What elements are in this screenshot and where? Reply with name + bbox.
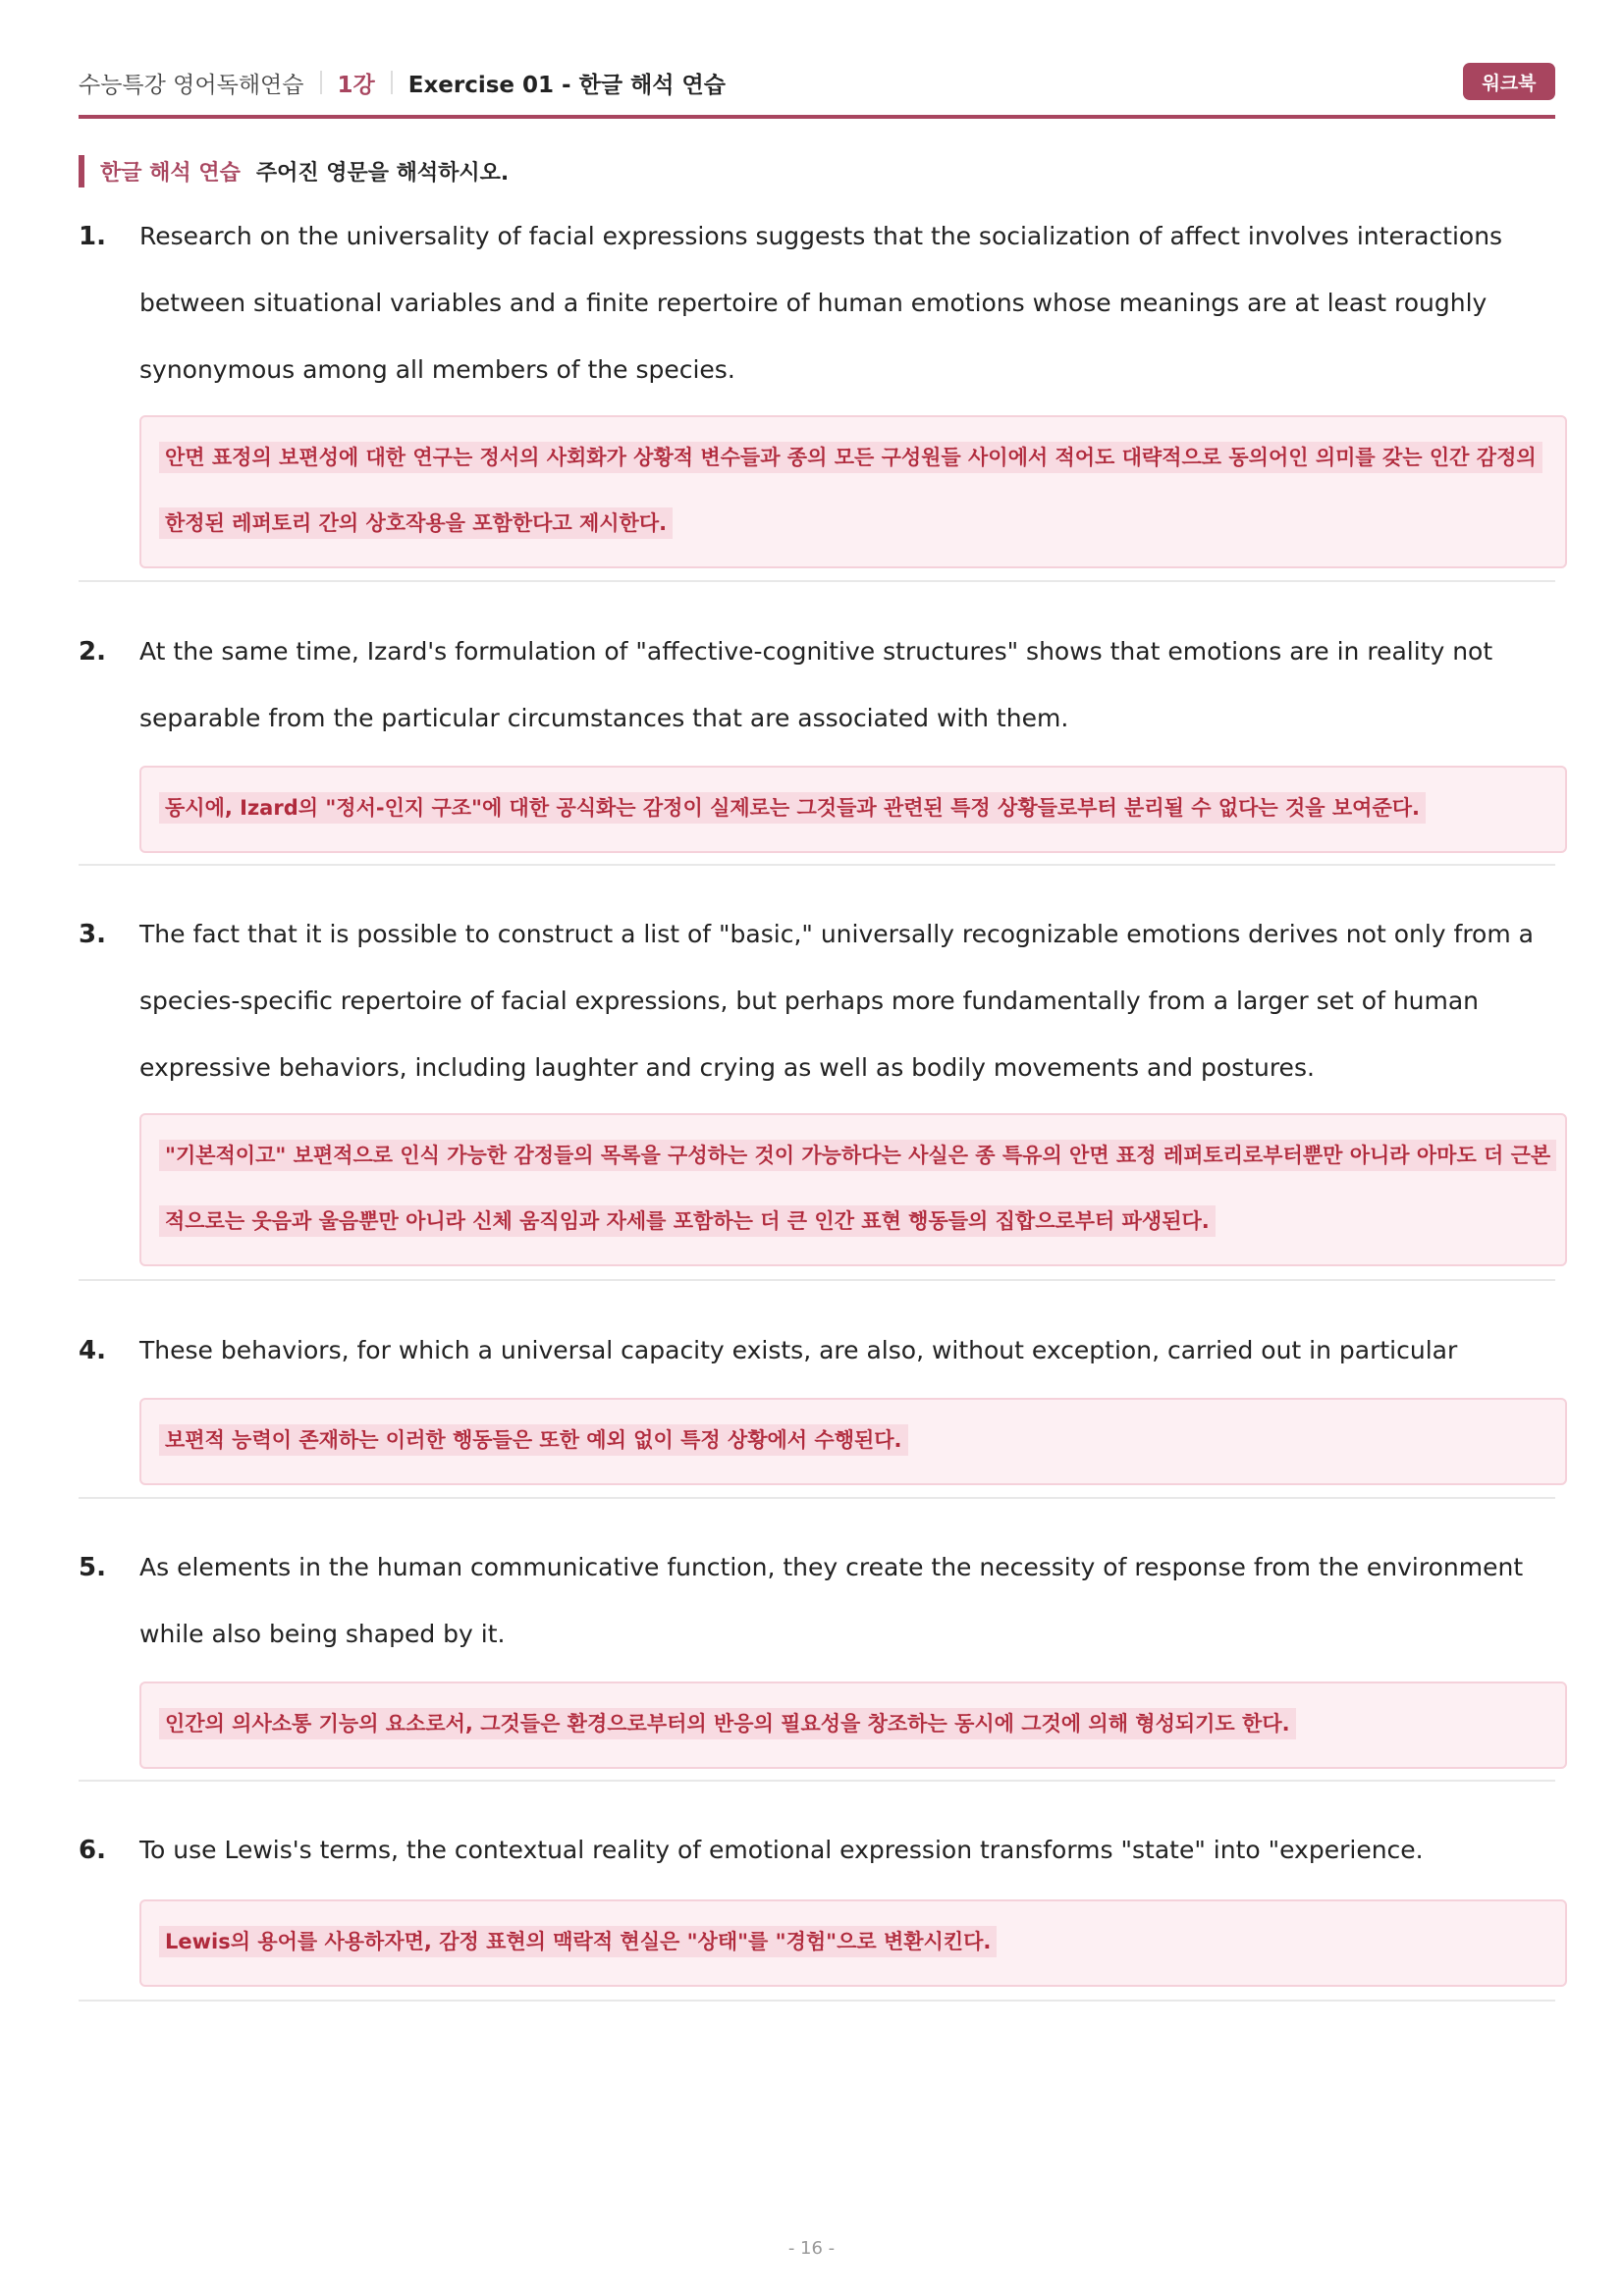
header-separator <box>391 71 393 94</box>
header-separator <box>320 71 322 94</box>
exercise-item-6 <box>79 1817 1555 1984</box>
section-heading <box>79 155 509 187</box>
english-sentence: To use Lewis's terms, the contextual reality of emotional expression transforms "state" into "experience. <box>139 1836 1424 1864</box>
english-sentence: These behaviors, for which a universal capacity exists, are also, without exception, carried out in particular <box>139 1336 1458 1364</box>
page-number: - 16 - <box>787 2238 836 2259</box>
korean-translation-box <box>139 1899 1567 1987</box>
exercise-item-1 <box>79 203 1555 557</box>
item-number: 6. <box>79 1836 106 1865</box>
english-sentence: Research on the universality of facial expressions suggests that the socialization of affect involves interactions between situational variables and a finite repertoire of human emotions whose meanings are at least roughly synonymous among all members of the species. <box>139 222 1503 384</box>
item-number: 1. <box>79 222 106 251</box>
exercise-item-3 <box>79 901 1555 1264</box>
item-number: 2. <box>79 637 106 667</box>
korean-translation-box <box>139 415 1567 568</box>
english-sentence: At the same time, Izard's formulation of "affective-cognitive structures" shows that emotions are in reality not separable from the particular circumstances that are associated with them. <box>139 637 1493 732</box>
item-divider <box>79 580 1555 582</box>
item-number: 3. <box>79 920 106 949</box>
korean-translation <box>159 1408 1557 1473</box>
korean-translation-box <box>139 1113 1567 1266</box>
item-number: 4. <box>79 1336 106 1365</box>
item-divider <box>79 1279 1555 1281</box>
workbook-badge: 워크북 <box>1463 63 1555 100</box>
header-rule <box>79 115 1555 119</box>
exercise-title: Exercise 01 - 한글 해석 연습 <box>407 72 726 98</box>
korean-translation-box <box>139 1682 1567 1769</box>
korean-translation-text: 안면 표정의 보편성에 대한 연구는 정서의 사회화가 상황적 변수들과 종의 모든 구성원들 사이에서 적어도 대략적으로 동의어인 의미를 갖는 인간 감정의 한정된 레퍼토리 간의 상호작용을 포함한다고 제시한다. <box>159 442 1542 539</box>
item-number: 5. <box>79 1553 106 1582</box>
lesson-label: 1강 <box>337 72 375 98</box>
page-header <box>79 61 1555 112</box>
exercise-item-5 <box>79 1534 1555 1770</box>
korean-translation-text: "기본적이고" 보편적으로 인식 가능한 감정들의 목록을 구성하는 것이 가능하다는 사실은 종 특유의 안면 표정 레퍼토리로부터뿐만 아니라 아마도 더 근본적으로는 웃음과 울음뿐만 아니라 신체 움직임과 자세를 포함하는 더 큰 인간 표현 행동들의 집합으로부터 파생된다. <box>159 1140 1556 1237</box>
exercise-item-2 <box>79 618 1555 854</box>
exercise-item-4 <box>79 1317 1555 1484</box>
korean-translation <box>159 425 1557 557</box>
korean-translation-box <box>139 766 1567 853</box>
korean-translation-text: Lewis의 용어를 사용하자면, 감정 표현의 맥락적 현실은 "상태"를 "경험"으로 변환시킨다. <box>159 1926 997 1957</box>
section-label: 한글 해석 연습 <box>100 161 241 186</box>
korean-translation <box>159 1691 1557 1757</box>
korean-translation <box>159 775 1557 841</box>
korean-translation-text: 동시에, Izard의 "정서-인지 구조"에 대한 공식화는 감정이 실제로는 그것들과 관련된 특정 상황들로부터 분리될 수 없다는 것을 보여준다. <box>159 792 1426 824</box>
english-sentence: As elements in the human communicative function, they create the necessity of response from the environment while also being shaped by it. <box>139 1553 1524 1648</box>
header-breadcrumb <box>79 61 726 104</box>
korean-translation-text: 보편적 능력이 존재하는 이러한 행동들은 또한 예외 없이 특정 상황에서 수행된다. <box>159 1424 908 1456</box>
english-sentence: The fact that it is possible to construct a list of "basic," universally recognizable emotions derives not only from a species-specific repertoire of facial expressions, but perhaps more fundamentally from a larger set of human expressive behaviors, including laughter and crying as well as bodily movements and postures. <box>139 920 1534 1082</box>
korean-translation <box>159 1123 1557 1255</box>
item-divider <box>79 864 1555 866</box>
korean-translation <box>159 1909 1557 1975</box>
section-instruction: 주어진 영문을 해석하시오. <box>255 161 510 186</box>
item-divider <box>79 1780 1555 1782</box>
korean-translation-text: 인간의 의사소통 기능의 요소로서, 그것들은 환경으로부터의 반응의 필요성을 창조하는 동시에 그것에 의해 형성되기도 한다. <box>159 1708 1296 1739</box>
korean-translation-box <box>139 1398 1567 1485</box>
item-divider <box>79 2000 1555 2002</box>
item-divider <box>79 1497 1555 1499</box>
book-title: 수능특강 영어독해연습 <box>79 72 304 98</box>
